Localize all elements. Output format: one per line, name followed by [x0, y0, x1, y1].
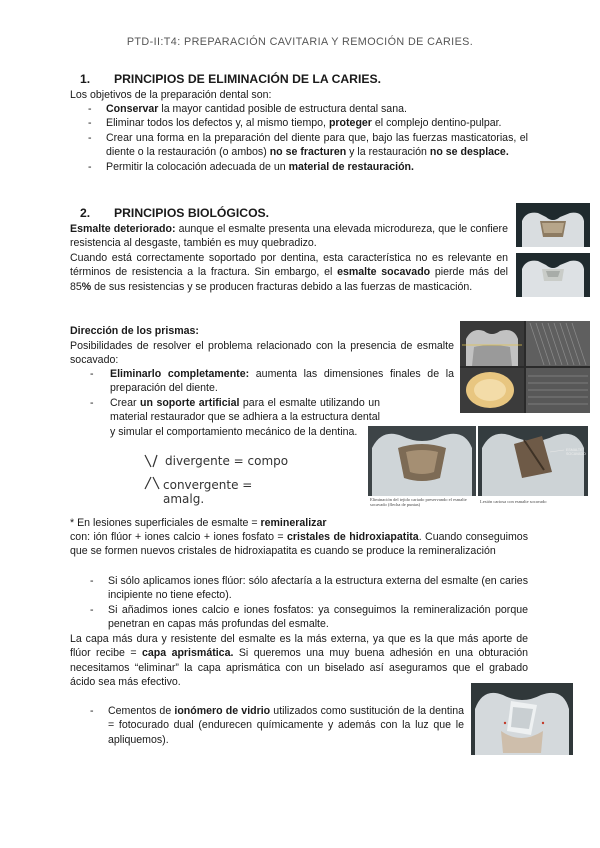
section-1-number: 1.	[80, 72, 91, 86]
caries-removal-photo	[368, 426, 476, 496]
caries-removal-caption: Eliminación del tejido cariado preservando el esmalte socavado (flecha de puntas)	[370, 497, 467, 507]
ionomer-photo	[471, 683, 573, 755]
list-item: - Permitir la colocación adecuada de un material de restauración.	[88, 160, 414, 173]
section-2-title-text: PRINCIPIOS BIOLÓGICOS.	[114, 206, 270, 220]
section-1-title	[80, 71, 381, 87]
undermined-enamel-photo	[478, 426, 588, 496]
prisms-intro: Posibilidades de resolver el problema relacionado con la presencia de esmalte socavado:	[70, 340, 454, 367]
undermined-enamel-caption: Lesión cariosa con esmalte socavado	[480, 499, 547, 504]
handwritten-divergente: divergente = compo	[165, 454, 289, 468]
handwritten-note	[143, 452, 293, 507]
list-item: - Eliminar todos los defectos y, al mismo tiempo, proteger el complejo dentino-pulpar.	[88, 117, 502, 130]
objectives-list	[70, 102, 528, 174]
ionomer-list	[70, 704, 464, 747]
tooth-photo-2	[516, 253, 590, 297]
list-item: - Crear una forma en la preparación del diente para que, bajo las fuerzas masticatorias, el diente o la restauración (o ambos) no se fracturen y la restauración no se desplace.	[88, 131, 528, 159]
section-2-number: 2.	[80, 206, 91, 220]
slash-lines-icon	[143, 453, 163, 493]
remineralize-paragraph: con: ión flúor + iones calcio + iones fosfato = cristales de hidroxiapatita. Cuando conseguimos que se formen nuevos cristales de hidroxiapatita es cuando se produce la remineralización	[70, 531, 528, 558]
remineralize-list	[70, 574, 528, 632]
list-item: - Eliminarlo completamente: aumenta las dimensiones finales de la preparación del diente.	[90, 368, 454, 395]
prisms-micrograph-panel	[460, 321, 590, 413]
list-item: - Crear un soporte artificial para el esmalte utilizando un material restaurador que se adhiera a la estructura dental y simular el comportamiento mecánico de la dentina.	[90, 396, 380, 438]
list-item: - Conservar la mayor cantidad posible de estructura dental sana.	[88, 103, 407, 115]
section-2-title	[80, 205, 269, 221]
section-1-title-text: PRINCIPIOS DE ELIMINACIÓN DE LA CARIES.	[114, 72, 382, 86]
remineralize-line: * En lesiones superficiales de esmalte = remineralizar	[70, 517, 327, 529]
list-item: - Si sólo aplicamos iones flúor: sólo afectaría a la estructura externa del esmalte (en caries incipiente no tiene efecto).	[90, 575, 528, 602]
enamel-paragraph-2: Cuando está correctamente soportado por dentina, esta característica no es relevante en términos de resistencia a la fractura. Sin embargo, el esmalte socavado pierde más del 85% de sus resistencias y se producen fracturas debido a las fuerzas de masticación.	[70, 252, 508, 293]
enamel-paragraph-1: Esmalte deteriorado: aunque el esmalte presenta una elevada microdureza, que le confiere resistencia al desgaste, también es muy quebradizo.	[70, 223, 508, 250]
prisms-title: Dirección de los prismas:	[70, 325, 199, 337]
aprismatic-paragraph: La capa más dura y resistente del esmalte es la más externa, ya que es la que más aporte de flúor recibe = capa aprismática. Si queremos una muy buena adhesión en una obturación necesitamos “eliminar” la capa aprismática con un biselado así aseguramos que el grabado ácido sea más efectivo.	[70, 633, 528, 689]
list-item: - Si añadimos iones calcio e iones fosfatos: ya conseguimos la remineralización porque penetran en capas más profundas del esmalte.	[90, 603, 528, 631]
undermined-enamel-tag: ESMALTE SOCAVADO	[566, 448, 586, 456]
tooth-photo-1	[516, 203, 590, 247]
list-item: - Cementos de ionómero de vidrio utilizados como sustitución de la dentina = fotocurado dual (endurecen químicamente y además con la luz que le apliquemos).	[90, 705, 464, 746]
handwritten-convergente: convergente = amalg.	[163, 478, 253, 507]
section-1-intro: Los objetivos de la preparación dental son:	[70, 89, 272, 101]
page-header: PTD-II:T4: PREPARACIÓN CAVITARIA Y REMOCIÓN DE CARIES.	[126, 36, 474, 48]
